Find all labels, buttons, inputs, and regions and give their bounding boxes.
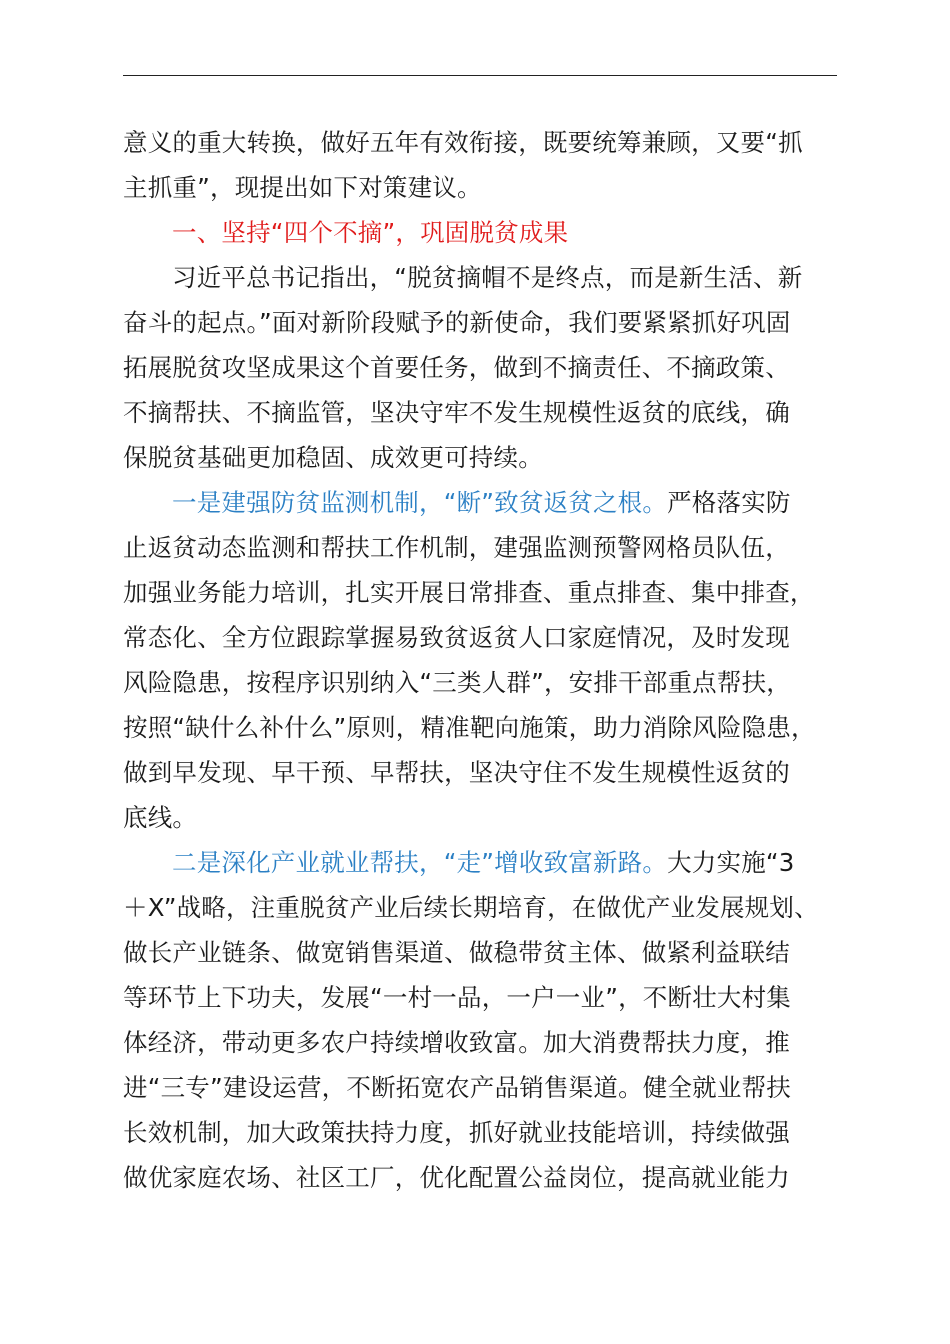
body-line: 做长产业链条、做宽销售渠道、做稳带贫主体、做紧利益联结	[123, 938, 790, 967]
body-line: ＋X”战略，注重脱贫产业后续长期培育，在做优产业发展规划、	[123, 893, 819, 922]
subheading-lead: 二是深化产业就业帮扶，“走”增收致富新路。	[172, 848, 668, 877]
subheading-lead: 一是建强防贫监测机制，“断”致贫返贫之根。	[172, 488, 668, 517]
body-line: 保脱贫基础更加稳固、成效更可持续。	[123, 443, 543, 472]
body-line: 止返贫动态监测和帮扶工作机制，建强监测预警网格员队伍，	[123, 533, 790, 562]
body-line: 做优家庭农场、社区工厂，优化配置公益岗位，提高就业能力	[123, 1163, 790, 1192]
section-heading: 一、坚持“四个不摘”，巩固脱贫成果	[172, 218, 569, 247]
body-line: 等环节上下功夫，发展“一村一品，一户一业”，不断壮大村集	[123, 983, 791, 1012]
body-line: 奋斗的起点。”面对新阶段赋予的新使命，我们要紧紧抓好巩固	[123, 308, 791, 337]
header-rule	[123, 75, 837, 76]
subheading-line	[123, 480, 837, 525]
body-line: 不摘帮扶、不摘监管，坚决守牢不发生规模性返贫的底线，确	[123, 398, 790, 427]
body-line: 意义的重大转换，做好五年有效衔接，既要统筹兼顾，又要“抓	[123, 128, 803, 157]
body-line: 按照“缺什么补什么”原则，精准靶向施策，助力消除风险隐患，	[123, 713, 816, 742]
subheading-rest: 大力实施“3	[667, 848, 795, 877]
body-line: 风险隐患，按程序识别纳入“三类人群”，安排干部重点帮扶，	[123, 668, 791, 697]
document-body	[123, 120, 837, 1200]
body-line: 习近平总书记指出，“脱贫摘帽不是终点，而是新生活、新	[172, 263, 803, 292]
body-line: 进“三专”建设运营，不断拓宽农产品销售渠道。健全就业帮扶	[123, 1073, 791, 1102]
body-line: 长效机制，加大政策扶持力度，抓好就业技能培训，持续做强	[123, 1118, 790, 1147]
body-line: 拓展脱贫攻坚成果这个首要任务，做到不摘责任、不摘政策、	[123, 353, 790, 382]
body-line: 做到早发现、早干预、早帮扶，坚决守住不发生规模性返贫的	[123, 758, 790, 787]
subheading-line	[123, 840, 837, 885]
body-line: 加强业务能力培训，扎实开展日常排查、重点排查、集中排查，	[123, 578, 815, 607]
body-line: 主抓重”，现提出如下对策建议。	[123, 173, 482, 202]
body-line: 体经济，带动更多农户持续增收致富。加大消费帮扶力度，推	[123, 1028, 790, 1057]
body-line: 常态化、全方位跟踪掌握易致贫返贫人口家庭情况，及时发现	[123, 623, 790, 652]
subheading-rest: 严格落实防	[667, 488, 791, 517]
body-line: 底线。	[123, 803, 198, 832]
